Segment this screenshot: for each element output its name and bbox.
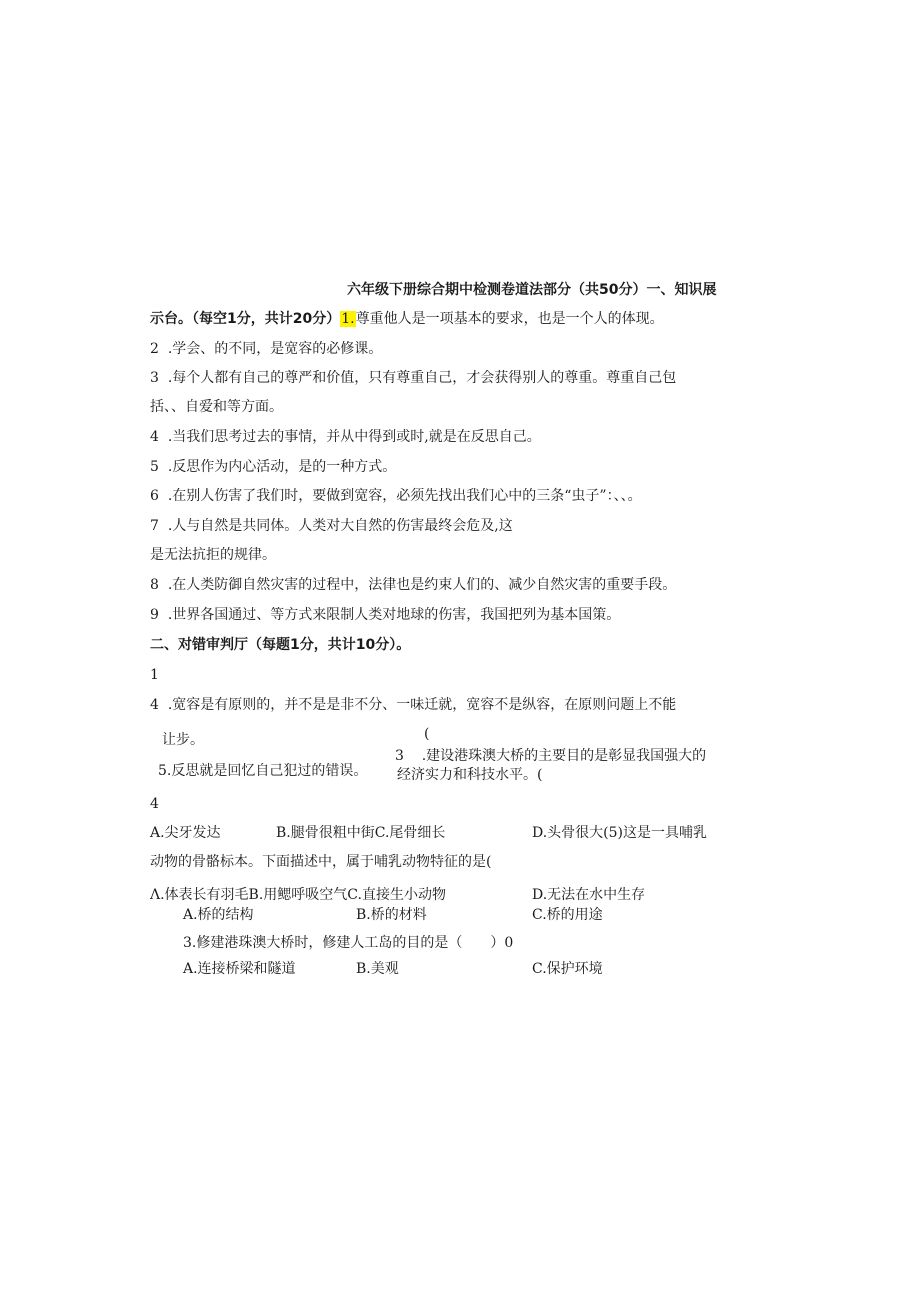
tf-question-4 — [150, 696, 676, 714]
choice-a-3: A.桥的结构 — [183, 907, 254, 923]
item-text: .在人类防御自然灾害的过程中，法律也是约束人们的、减少自然灾害的重要手段。 — [167, 577, 677, 593]
tf-number-1: 1 — [150, 667, 159, 683]
item-text: 是无法抗拒的规律。 — [150, 547, 276, 563]
choice-b-4: B.美观 — [356, 961, 399, 977]
fill-item-7 — [150, 517, 513, 535]
fill-item-2 — [150, 340, 382, 358]
item-text: .反思作为内心活动，是的一种方式。 — [167, 459, 397, 475]
choice-a-1: A.尖牙发达 — [150, 825, 221, 841]
tf-number-4: 4 — [150, 796, 159, 812]
tf-question-3-cont: 经济实力和科技水平。( — [397, 767, 543, 783]
choice-a-2: Λ.体表长有羽毛B.用鳃呼吸空气C.直接生小动物 — [150, 887, 446, 903]
tf-question-3 — [395, 747, 706, 765]
choice-a-4: A.连接桥梁和隧道 — [183, 961, 296, 977]
fill-item-9 — [150, 606, 620, 624]
item-number: 5 — [150, 459, 159, 475]
item-number: 3 — [150, 370, 159, 386]
island-question: 3.修建港珠澳大桥时，修建人工岛的目的是（ ）0 — [183, 935, 514, 951]
fill-item-4 — [150, 428, 541, 446]
fill-item-3-cont — [150, 398, 283, 416]
mammal-question: 动物的骨骼标本。下面描述中，属于哺乳动物特征的是( — [150, 854, 492, 870]
choice-d-1: D.头骨很大(5)这是一具哺乳 — [532, 825, 708, 841]
item-number: 4 — [150, 429, 159, 445]
item-number: 8 — [150, 577, 159, 593]
item-text: .学会、的不同，是宽容的必修课。 — [167, 341, 383, 357]
tf-question-4-cont: 让步。 — [162, 732, 204, 748]
fill-item-5 — [150, 458, 396, 476]
fill-item-6 — [150, 487, 642, 505]
exam-title: 六年级下册综合期中检测卷道法部分（共50分）一、知识展 — [347, 282, 717, 298]
item-text: .宽容是有原则的，并不是是非不分、一味迁就，宽容不是纵容，在原则问题上不能 — [167, 697, 677, 713]
item-number: 6 — [150, 488, 159, 504]
fill-item-3 — [150, 369, 676, 387]
title-continuation: 示台。（每空1分，共计20分） — [150, 311, 341, 327]
item-number: 2 — [150, 341, 159, 357]
item-text: .建设港珠澳大桥的主要目的是彰显我国强大的 — [421, 748, 707, 764]
item-text: 括、、自爱和等方面。 — [150, 399, 283, 415]
item-text: .世界各国通过、等方式来限制人类对地球的伤害，我国把列为基本国策。 — [167, 607, 621, 623]
question-1: 尊重他人是一项基本的要求，也是一个人的体现。 — [355, 311, 664, 327]
choice-d-2: D.无法在水中生存 — [532, 887, 646, 903]
item-text: .当我们思考过去的事情，并从中得到或时,就是在反思自己。 — [167, 429, 541, 445]
item-text: .人与自然是共同体。人类对大自然的伤害最终会危及,这 — [167, 518, 513, 534]
item-number: 9 — [150, 607, 159, 623]
item-text: .每个人都有自己的尊严和价值，只有尊重自己，才会获得别人的尊重。尊重自己包 — [167, 370, 677, 386]
choice-b-3: B.桥的材料 — [356, 907, 427, 923]
item-number: 7 — [150, 518, 159, 534]
item-number: 4 — [150, 697, 159, 713]
choice-c-3: C.桥的用途 — [532, 907, 603, 923]
item-number: 3 — [395, 748, 404, 764]
title-continuation-line — [150, 310, 664, 328]
item-text: .在别人伤害了我们时，要做到宽容，必须先找出我们心中的三条“虫子”：、、。 — [167, 488, 642, 504]
fill-item-7-cont — [150, 546, 276, 564]
choice-c-4: C.保护环境 — [532, 961, 603, 977]
fill-item-8 — [150, 576, 676, 594]
tf-question-5: 5.反思就是回忆自己犯过的错误。 — [158, 763, 368, 779]
highlighted-number: 1. — [341, 311, 355, 327]
answer-paren: ( — [424, 726, 430, 742]
choice-b-1: B.腿骨很粗中街C.尾骨细长 — [276, 825, 446, 841]
section-2-heading: 二、对错审判厅（每题1分，共计10分）。 — [150, 637, 411, 653]
